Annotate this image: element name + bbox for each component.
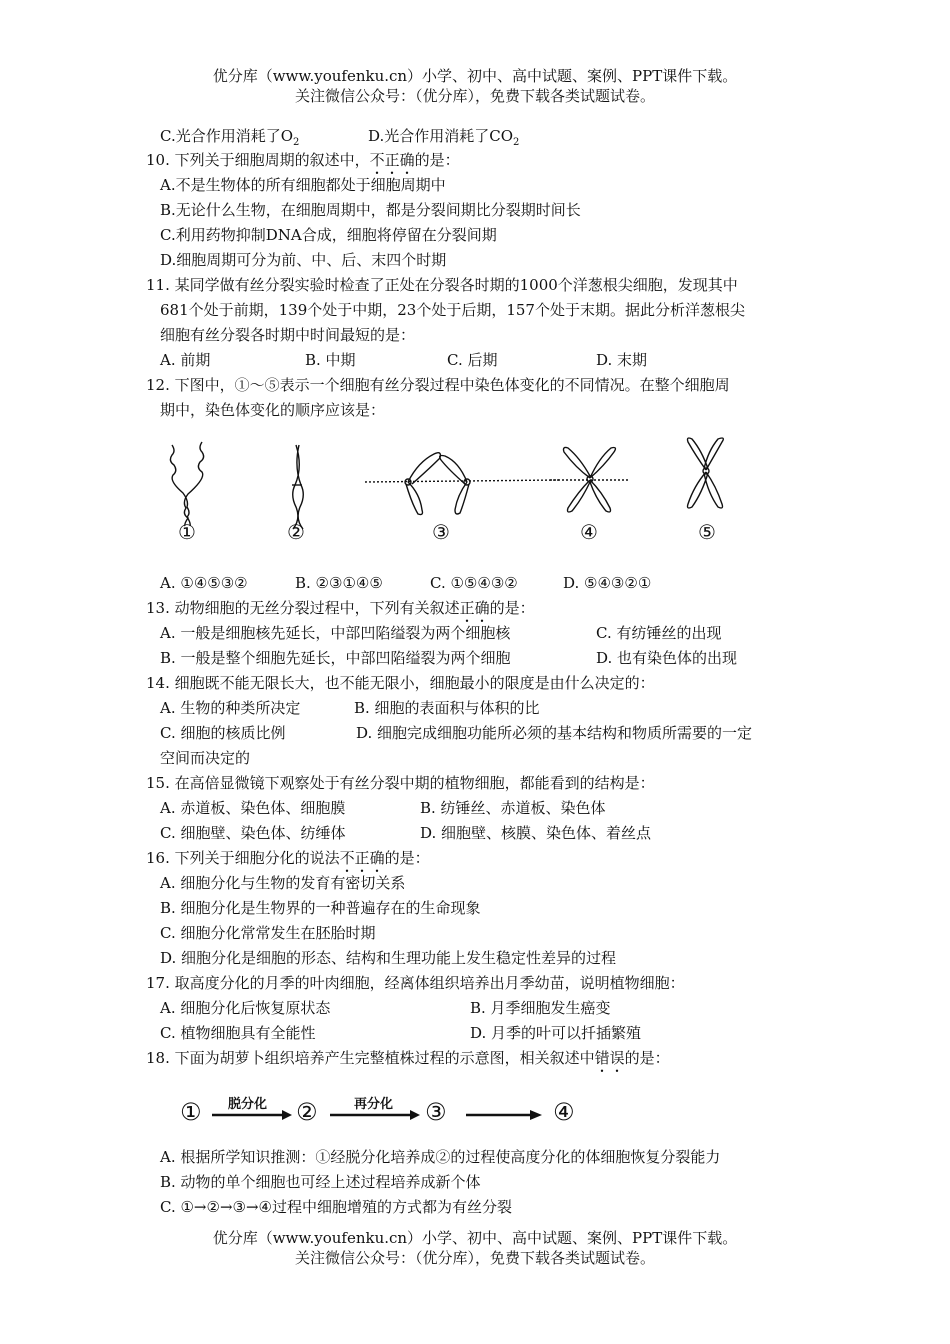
q12-stem-line1: 12. 下图中，①～⑤表示一个细胞有丝分裂过程中染色体变化的不同情况。在整个细胞周: [146, 376, 730, 394]
q13-option-b: B. 一般是整个细胞先延长，中部凹陷缢裂为两个细胞: [160, 649, 511, 667]
q11-option-a: A. 前期: [160, 351, 211, 369]
q11-stem-line1: 11. 某同学做有丝分裂实验时检查了正处在分裂各时期的1000个洋葱根尖细胞，发现其中: [146, 276, 738, 294]
q16-option-b: B. 细胞分化是生物界的一种普遍存在的生命现象: [160, 899, 481, 917]
q14-stem: 14. 细胞既不能无限长大，也不能无限小，细胞最小的限度是由什么决定的：: [146, 674, 655, 692]
q17-option-a: A. 细胞分化后恢复原状态: [160, 999, 331, 1017]
q9-option-c: C.光合作用消耗了$O_2$: [160, 127, 300, 148]
q15-option-d: D. 细胞壁、核膜、染色体、着丝点: [420, 824, 652, 842]
q11-option-d: D. 末期: [596, 351, 648, 369]
diagram-label-dedifferentiation: 脱分化: [228, 1097, 268, 1112]
q13-option-c: C. 有纺锤丝的出现: [596, 624, 722, 642]
figure-label-3: ③: [432, 520, 450, 544]
q12-option-b: B. ②③①④⑤: [295, 574, 383, 592]
figure-label-1: ①: [178, 520, 196, 544]
q18-stem: 18. 下面为胡萝卜组织培养产生完整植株过程的示意图，相关叙述中错误的是：: [146, 1049, 670, 1067]
q12-option-c: C. ①⑤④③②: [430, 574, 518, 592]
q13-option-a: A. 一般是细胞核先延长，中部凹陷缢裂为两个细胞核: [160, 624, 511, 642]
q11-stem-line2: 681个处于前期，139个处于中期，23个处于后期，157个处于末期。据此分析洋葱根尖: [160, 301, 745, 319]
q12-option-d: D. ⑤④③②①: [563, 574, 652, 592]
chromosome-2-icon: [292, 445, 303, 529]
page-footer: [0, 1228, 950, 1268]
diagram-node-1: ①: [180, 1098, 202, 1126]
diagram-label-redifferentiation: 再分化: [354, 1097, 394, 1112]
header-line-1: 优分库（www.youfenku.cn）小学、初中、高中试题、案例、PPT课件下载。: [212, 67, 738, 85]
q12-option-a: A. ①④⑤③②: [160, 574, 248, 592]
q12-stem-line2: 期中，染色体变化的顺序应该是：: [160, 401, 386, 419]
q14-option-d: D. 细胞完成细胞功能所必须的基本结构和物质所需要的一定: [356, 724, 753, 742]
q17-option-d: D. 月季的叶可以扦插繁殖: [470, 1024, 642, 1042]
page-header: [0, 66, 950, 106]
q13-option-d: D. 也有染色体的出现: [596, 649, 738, 667]
q14-option-c: C. 细胞的核质比例: [160, 724, 286, 742]
q18-option-a: A. 根据所学知识推测：①经脱分化培养成②的过程使高度分化的体细胞恢复分裂能力: [160, 1148, 721, 1166]
q18-option-c: C. ①→②→③→④过程中细胞增殖的方式都为有丝分裂: [160, 1198, 512, 1216]
q15-stem: 15. 在高倍显微镜下观察处于有丝分裂中期的植物细胞，都能看到的结构是：: [146, 774, 655, 792]
chromosome-4-icon: [550, 448, 630, 513]
chromosome-1-icon: [170, 442, 203, 526]
q17-stem: 17. 取高度分化的月季的叶肉细胞，经离体组织培养出月季幼苗，说明植物细胞：: [146, 974, 685, 992]
q11-stem-line3: 细胞有丝分裂各时期中时间最短的是：: [160, 326, 416, 344]
header-line-2: 关注微信公众号：（优分库），免费下载各类试题试卷。: [294, 87, 655, 105]
q16-option-d: D. 细胞分化是细胞的形态、结构和生理功能上发生稳定性差异的过程: [160, 949, 617, 967]
q16-stem: 16. 下列关于细胞分化的说法不正确的是：: [146, 849, 430, 867]
q9-option-d: D.光合作用消耗了$CO_2$: [368, 127, 520, 148]
footer-line-1: 优分库（www.youfenku.cn）小学、初中、高中试题、案例、PPT课件下载。: [212, 1229, 738, 1247]
footer-line-2: 关注微信公众号：（优分库），免费下载各类试题试卷。: [294, 1249, 655, 1267]
figure-label-4: ④: [580, 520, 598, 544]
q10-option-b: B.无论什么生物，在细胞周期中，都是分裂间期比分裂期时间长: [160, 201, 581, 219]
q14-option-a: A. 生物的种类所决定: [160, 699, 301, 717]
q15-option-a: A. 赤道板、染色体、细胞膜: [160, 799, 346, 817]
figure-label-5: ⑤: [698, 520, 716, 544]
q16-option-a: A. 细胞分化与生物的发育有密切关系: [160, 874, 406, 892]
q10-option-a: A.不是生物体的所有细胞都处于细胞周期中: [160, 176, 446, 194]
q14-option-d-cont: 空间而决定的: [160, 749, 251, 767]
figure-label-2: ②: [287, 520, 305, 544]
diagram-node-2: ②: [296, 1098, 318, 1126]
chromosome-3-icon: [365, 453, 560, 515]
q15-option-b: B. 纺锤丝、赤道板、染色体: [420, 799, 606, 817]
q17-option-b: B. 月季细胞发生癌变: [470, 999, 611, 1017]
q15-option-c: C. 细胞壁、染色体、纺缍体: [160, 824, 346, 842]
q11-option-c: C. 后期: [447, 351, 498, 369]
q14-option-b: B. 细胞的表面积与体积的比: [354, 699, 540, 717]
chromosome-5-icon: [688, 438, 724, 508]
q18-option-b: B. 动物的单个细胞也可经上述过程培养成新个体: [160, 1173, 481, 1191]
q13-stem: 13. 动物细胞的无丝分裂过程中，下列有关叙述正确的是：: [146, 599, 535, 617]
q10-option-c: C.利用药物抑制DNA合成，细胞将停留在分裂间期: [160, 226, 497, 244]
diagram-arrows: [200, 1100, 560, 1130]
q16-option-c: C. 细胞分化常常发生在胚胎时期: [160, 924, 376, 942]
q10-stem: 10. 下列关于细胞周期的叙述中，不正确的是：: [146, 151, 460, 169]
q10-option-d: D.细胞周期可分为前、中、后、末四个时期: [160, 251, 447, 269]
diagram-node-3: ③: [425, 1098, 447, 1126]
q11-option-b: B. 中期: [305, 351, 356, 369]
q17-option-c: C. 植物细胞具有全能性: [160, 1024, 316, 1042]
chromosome-figure: [160, 430, 760, 550]
diagram-node-4: ④: [553, 1098, 575, 1126]
